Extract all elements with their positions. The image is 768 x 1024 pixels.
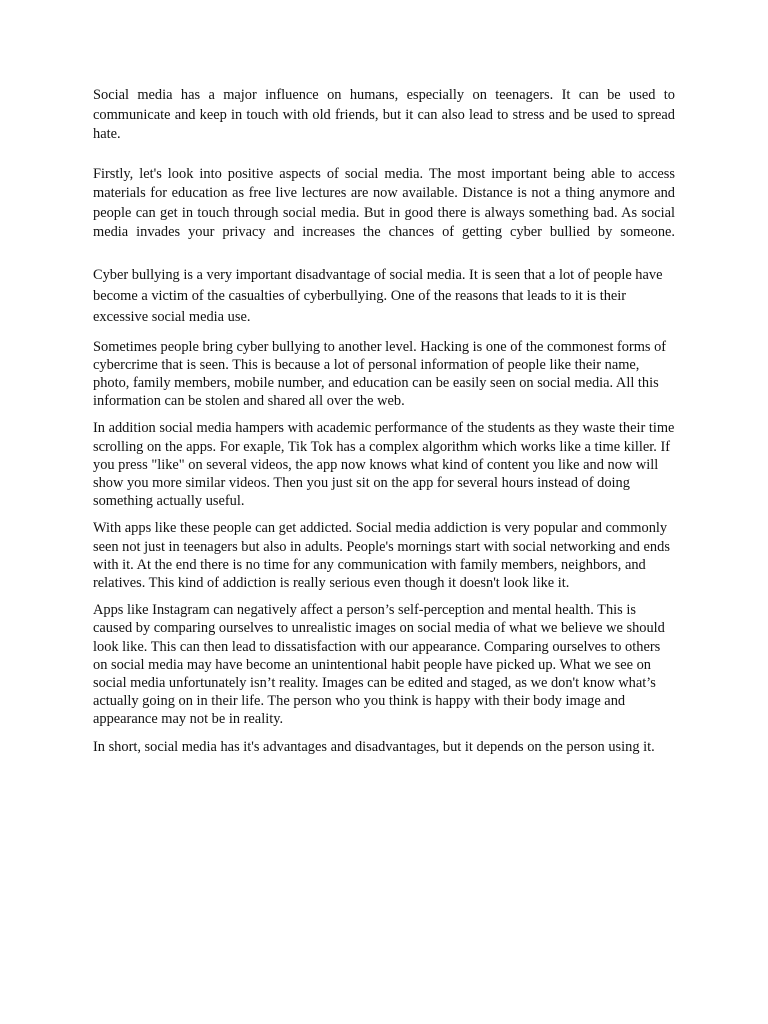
document-body bbox=[93, 86, 675, 756]
paragraph-introduction: Social media has a major influence on humans, especially on teenagers. It can be used to communicate and keep in touch with old friends, but it can also lead to stress and be used to spread hate. bbox=[93, 87, 675, 142]
paragraph-hacking: Sometimes people bring cyber bullying to another level. Hacking is one of the commonest forms of cybercrime that is seen. This is because a lot of personal information of people like their name, photo, family members, mobile number, and education can be easily seen on social media. All this information can be stolen and shared all over the web. bbox=[93, 338, 667, 410]
paragraph-cyber-bullying: Cyber bullying is a very important disadvantage of social media. It is seen that a lot of people have become a victim of the casualties of cyberbullying. One of the reasons that leads to it is their excessive social media use. bbox=[93, 266, 663, 325]
paragraph-academic-performance: In addition social media hampers with academic performance of the students as they waste their time scrolling on the apps. For exaple, Tik Tok has a complex algorithm which works like a time killer. If you press "like" on several videos, the app now knows what kind of content you like and now will show you more similar videos. Then you just sit on the app for several hours instead of doing something actually useful. bbox=[93, 420, 675, 510]
paragraph-addiction: With apps like these people can get addicted. Social media addiction is very popular and commonly seen not just in teenagers but also in adults. People's mornings start with social networking and ends with it. At the end there is no time for any communication with family members, neighbors, and relatives. This kind of addiction is really serious even though it doesn't look like it. bbox=[93, 520, 670, 591]
paragraph-self-perception: Apps like Instagram can negatively affect a person’s self-perception and mental health. This is caused by comparing ourselves to unrealistic images on social media of what we believe we should look like. This can then lead to dissatisfaction with our appearance. Comparing ourselves to others on social media may have become an unintentional habit people have picked up. What we see on social media unfortunately isn’t reality. Images can be edited and staged, as we don't know what’s actually going on in their life. The person who you think is happy with their body image and appearance may not be in reality. bbox=[93, 602, 665, 728]
paragraph-positive-aspects: Firstly, let's look into positive aspects of social media. The most important being able to access materials for education as free live lectures are now available. Distance is not a thing anymore and people can get in touch through social media. But in good there is always something bad. As social media invades your privacy and increases the chances of getting cyber bullied by someone. bbox=[93, 165, 675, 240]
paragraph-conclusion: In short, social media has it's advantages and disadvantages, but it depends on the person using it. bbox=[93, 738, 655, 755]
